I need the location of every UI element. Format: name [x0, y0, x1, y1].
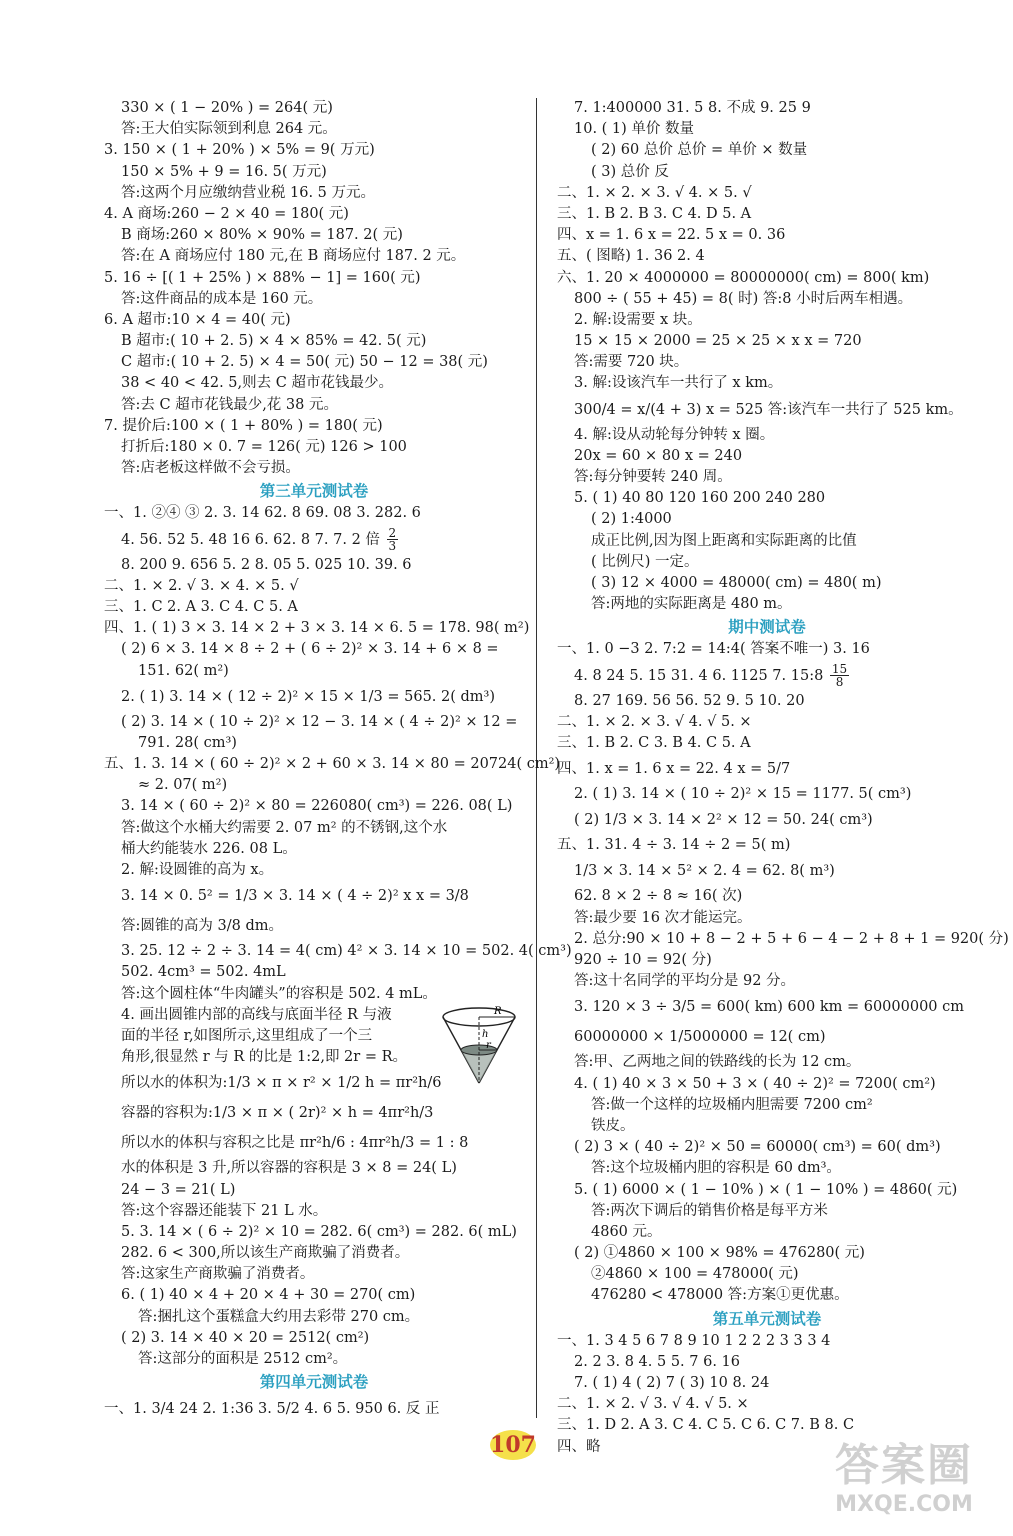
answer-line — [104, 1328, 524, 1349]
answer-line — [104, 183, 524, 204]
answer-line — [104, 352, 524, 373]
answer-line — [557, 1264, 977, 1285]
answer-line — [557, 1415, 977, 1436]
answer-text: 6. A 超市:10 × 4 = 40( 元) — [104, 311, 291, 328]
answer-line — [104, 1394, 524, 1424]
fraction — [387, 527, 399, 552]
answer-text: 桶大约能装水 226. 08 L。 — [121, 840, 297, 857]
answer-text: 所以水的体积为:1/3 × π × r² × 1/2 h = πr²h/6 — [121, 1075, 442, 1092]
answer-line — [104, 818, 524, 839]
answer-line — [557, 289, 977, 310]
answer-line — [557, 805, 977, 835]
answer-text: 答:这个圆柱体“牛肉罐头”的容积是 502. 4 mL。 — [121, 985, 437, 1002]
answer-line — [104, 576, 524, 597]
answer-text: 五、1. 31. 4 ÷ 3. 14 ÷ 2 = 5( m) — [557, 837, 791, 854]
answer-text: 3. 14 × 0. 5² = 1/3 × 3. 14 × ( 4 ÷ 2)² x x = 3/8 — [121, 888, 469, 905]
section-heading — [104, 1370, 524, 1394]
answer-text: 第五单元测试卷 — [712, 1309, 822, 1328]
answer-line — [557, 531, 977, 552]
answer-line — [557, 784, 977, 805]
answer-text: 2. ( 1) 3. 14 × ( 12 ÷ 2)² × 15 × 1/3 = 565. 2( dm³) — [121, 688, 496, 705]
answer-line — [557, 1373, 977, 1394]
answer-text: 15 × 15 × 2000 = 25 × 25 × x x = 720 — [574, 333, 862, 350]
answer-text: 1/3 × 3. 14 × 5² × 2. 4 = 62. 8( m³) — [574, 863, 835, 880]
answer-line — [557, 331, 977, 352]
answer-line — [557, 552, 977, 573]
answer-text: 答:捆扎这个蛋糕盒大约用去彩带 270 cm。 — [138, 1308, 420, 1325]
answer-line — [104, 1243, 524, 1264]
answer-text: ( 2) 3. 14 × 40 × 20 = 2512( cm²) — [121, 1329, 370, 1346]
answer-line — [557, 712, 977, 733]
answer-text: 答:做一个这样的垃圾桶内胆需要 7200 cm² — [591, 1096, 873, 1113]
answer-text: 4860 元。 — [591, 1223, 662, 1240]
answer-text: 答:甲、乙两地之间的铁路线的长为 12 cm。 — [574, 1054, 861, 1071]
answer-line — [104, 268, 524, 289]
answer-text: 一、1. ②④ ③ 2. 3. 14 62. 8 69. 08 3. 282. 6 — [104, 505, 421, 522]
answer-text: B 超市:( 10 + 2. 5) × 4 × 85% = 42. 5( 元) — [121, 333, 427, 350]
answer-line — [557, 639, 977, 660]
answer-text: C 超市:( 10 + 2. 5) × 4 = 50( 元) 50 − 12 = 38( 元) — [121, 354, 488, 371]
answer-text: ②4860 × 100 = 478000( 元) — [591, 1266, 799, 1283]
answer-text: 二、1. × 2. × 3. √ 4. √ 5. × — [557, 713, 752, 730]
answer-line — [104, 1098, 524, 1128]
answer-line — [557, 310, 977, 331]
answer-line — [557, 1116, 977, 1137]
answer-text: 一、1. 3 4 5 6 7 8 9 10 1 2 2 2 3 3 3 4 — [557, 1332, 831, 1349]
answer-text: 期中测试卷 — [728, 618, 806, 637]
answer-text: 3. 解:设该汽车一共行了 x km。 — [574, 375, 783, 392]
answer-line — [104, 140, 524, 161]
answer-text: 151. 62( m²) — [138, 662, 229, 679]
watermark-title: 答案圈 — [835, 1440, 973, 1491]
answer-text: 容器的容积为:1/3 × π × ( 2r)² × h = 4πr²h/3 — [121, 1105, 434, 1122]
label-R: R — [494, 1006, 502, 1017]
answer-line — [557, 1095, 977, 1116]
fraction-denominator: 3 — [388, 539, 397, 554]
answer-line — [557, 140, 977, 161]
answer-line — [104, 639, 524, 660]
answer-text: 3. 14 × ( 60 ÷ 2)² × 80 = 226080( cm³) = 226. 08( L) — [121, 798, 513, 815]
answer-line — [104, 661, 524, 682]
answer-text: 2. 2 3. 8 4. 5 5. 7 6. 16 — [574, 1353, 741, 1370]
answer-text: ( 比例尺) 一定。 — [591, 553, 699, 570]
answer-line — [557, 856, 977, 886]
answer-line — [557, 162, 977, 183]
answer-text: 答:这部分的面积是 2512 cm²。 — [138, 1351, 348, 1367]
answer-line — [557, 425, 977, 446]
answer-text: 8. 200 9. 656 5. 2 8. 05 5. 025 10. 39. 6 — [121, 556, 412, 573]
answer-text: 铁皮。 — [591, 1117, 635, 1134]
answer-line — [104, 503, 524, 524]
answer-line — [557, 446, 977, 467]
fraction-numerator: 15 — [831, 662, 848, 676]
answer-line — [557, 488, 977, 509]
answer-text: B 商场:260 × 80% × 90% = 187. 2( 元) — [121, 227, 403, 244]
answer-text: 4. 8 24 5. 15 31. 4 6. 1125 7. 15:8 — [574, 667, 824, 684]
answer-text: 60000000 × 1/5000000 = 12( cm) — [574, 1029, 826, 1046]
answer-text: 面的半径 r,如图所示,这里组成了一个三 — [121, 1027, 373, 1044]
answer-text: 330 × ( 1 − 20% ) = 264( 元) — [121, 100, 333, 116]
answer-line — [104, 911, 524, 941]
answer-line — [104, 597, 524, 618]
answer-line — [104, 289, 524, 310]
answer-line — [557, 908, 977, 929]
answer-line — [104, 555, 524, 576]
answer-line — [557, 661, 977, 691]
answer-text: 791. 28( cm³) — [138, 734, 237, 751]
answer-text: 4. 画出圆锥内部的高线与底面半径 R 与液 — [121, 1006, 392, 1023]
answer-line — [104, 1285, 524, 1306]
answer-line — [557, 1222, 977, 1243]
answer-line — [557, 1180, 977, 1201]
answer-text: 150 × 5% + 9 = 16. 5( 万元) — [121, 163, 327, 180]
watermark-logo — [809, 1440, 999, 1530]
answer-text: ( 2) 3 × ( 40 ÷ 2)² × 50 = 60000( cm³) = 60( dm³) — [574, 1139, 941, 1156]
answer-line — [557, 373, 977, 394]
answer-text: 三、1. D 2. A 3. C 4. C 5. C 6. C 7. B 8. C — [557, 1417, 855, 1434]
answer-text: 4. 56. 52 5. 48 16 6. 62. 8 7. 7. 2 倍 — [121, 531, 380, 548]
label-r: r — [486, 1040, 491, 1051]
answer-line — [104, 1222, 524, 1243]
section-heading — [557, 615, 977, 639]
answer-text: 所以水的体积与容积之比是 πr²h/6 : 4πr²h/3 = 1 : 8 — [121, 1135, 469, 1152]
answer-line — [557, 573, 977, 594]
answer-text: 24 − 3 = 21( L) — [121, 1181, 236, 1198]
answer-line — [104, 754, 561, 775]
answer-line — [557, 98, 977, 119]
answer-text: 4. ( 1) 40 × 3 × 50 + 3 × ( 40 ÷ 2)² = 7200( cm²) — [574, 1075, 936, 1092]
answer-line — [104, 416, 524, 437]
answer-line — [104, 525, 524, 555]
answer-text: ( 2) ①4860 × 100 × 98% = 476280( 元) — [574, 1245, 865, 1262]
answer-text: ( 3) 总价 反 — [591, 163, 669, 180]
answer-text: 答:在 A 商场应付 180 元,在 B 商场应付 187. 2 元。 — [121, 248, 466, 265]
answer-text: 角形,很显然 r 与 R 的比是 1:2,即 2r = R。 — [121, 1049, 407, 1066]
answer-text: 800 ÷ ( 55 + 45) = 8( 时) 答:8 小时后两车相遇。 — [574, 290, 913, 307]
answer-text: 答:王大伯实际领到利息 264 元。 — [121, 121, 337, 138]
answer-line — [557, 225, 977, 246]
answer-line — [557, 754, 977, 784]
answer-text: ( 2) 3. 14 × ( 10 ÷ 2)² × 12 − 3. 14 × ( 4 ÷ 2)² × 12 = — [121, 713, 518, 730]
answer-line — [104, 941, 572, 962]
answer-line — [104, 119, 524, 140]
answer-line — [104, 225, 524, 246]
answer-line — [104, 962, 524, 983]
answer-line — [104, 395, 524, 416]
answer-text: 10. ( 1) 单价 数量 — [574, 121, 695, 138]
answer-text: 502. 4cm³ = 502. 4mL — [121, 964, 286, 981]
answer-text: 水的体积是 3 升,所以容器的容积是 3 × 8 = 24( L) — [121, 1160, 457, 1177]
answer-text: 4. 解:设从动轮每分钟转 x 圈。 — [574, 426, 775, 443]
fraction — [830, 663, 849, 688]
answer-text: 2. 解:设需要 x 块。 — [574, 311, 702, 328]
left-column — [104, 98, 572, 1426]
answer-text: 答:最少要 16 次才能运完。 — [574, 909, 752, 926]
answer-text: ( 2) 1:4000 — [591, 511, 672, 528]
answer-text: 成正比例,因为图上距离和实际距离的比值 — [591, 532, 857, 549]
answer-text: 476280 < 478000 答:方案①更优惠。 — [591, 1287, 849, 1304]
answer-line — [104, 796, 524, 817]
answer-line — [104, 682, 524, 712]
answer-line — [104, 1349, 524, 1370]
answer-text: 第三单元测试卷 — [259, 482, 369, 501]
answer-text: 38 < 40 < 42. 5,则去 C 超市花钱最少。 — [121, 375, 393, 392]
answer-text: 2. ( 1) 3. 14 × ( 10 ÷ 2)² × 15 = 1177. 5( cm³) — [574, 786, 912, 803]
answer-line — [104, 1201, 524, 1222]
answer-text: 四、x = 1. 6 x = 22. 5 x = 0. 36 — [557, 227, 786, 244]
answer-text: 答:这个垃圾桶内胆的容积是 60 dm³。 — [591, 1160, 841, 1177]
answer-text: 62. 8 × 2 ÷ 8 ≈ 16( 次) — [574, 888, 743, 905]
answer-text: 三、1. B 2. C 3. B 4. C 5. A — [557, 734, 751, 751]
answer-text: 第四单元测试卷 — [259, 1373, 369, 1392]
right-column — [557, 98, 1009, 1455]
answer-text: ( 3) 12 × 4000 = 48000( cm) = 480( m) — [591, 574, 882, 591]
page-number: 107 — [488, 1428, 538, 1462]
answer-line — [557, 733, 977, 754]
answer-text: 四、1. x = 1. 6 x = 22. 4 x = 5/7 — [557, 761, 791, 778]
answer-line — [104, 775, 524, 796]
answer-line — [104, 1158, 524, 1179]
answer-text: 四、1. ( 1) 3 × 3. 14 × 2 + 3 × 3. 14 × 6. 5 = 178. 98( m²) — [104, 620, 530, 637]
answer-line — [104, 437, 524, 458]
answer-line — [557, 1394, 977, 1415]
answer-text: 7. ( 1) 4 ( 2) 7 ( 3) 10 8. 24 — [574, 1375, 770, 1391]
answer-text: 920 ÷ 10 = 92( 分) — [574, 952, 712, 968]
label-h: h — [482, 1029, 489, 1040]
answer-line — [104, 712, 524, 733]
answer-line — [104, 98, 524, 119]
answer-text: 答:需要 720 块。 — [574, 354, 689, 371]
answer-line — [104, 1128, 524, 1158]
answer-text: 5. 16 ÷ [( 1 + 25% ) × 88% − 1] = 160( 元) — [104, 269, 421, 286]
answer-line — [557, 509, 977, 530]
answer-line — [557, 1201, 977, 1222]
answer-line — [104, 1307, 524, 1328]
watermark-url: MXQE.COM — [835, 1492, 973, 1517]
answer-text: 2. 总分:90 × 10 + 8 − 2 + 5 + 6 − 4 − 2 + 8 + 1 = 920( 分) — [574, 930, 1009, 947]
answer-line — [104, 881, 524, 911]
answer-line — [557, 119, 977, 140]
answer-line — [104, 1180, 524, 1201]
answer-text: 五、( 图略) 1. 36 2. 4 — [557, 248, 705, 265]
answer-text: 二、1. × 2. × 3. √ 4. × 5. √ — [557, 184, 752, 201]
answer-text: 答:这两个月应缴纳营业税 16. 5 万元。 — [121, 184, 375, 201]
answer-text: 5. ( 1) 6000 × ( 1 − 10% ) × ( 1 − 10% ) = 4860( 元) — [574, 1181, 958, 1198]
answer-text: 20x = 60 × 80 x = 240 — [574, 447, 743, 464]
answer-text: 3. 150 × ( 1 + 20% ) × 5% = 9( 万元) — [104, 142, 375, 159]
answer-line — [557, 992, 977, 1022]
answer-line — [557, 1137, 977, 1158]
answer-text: ≈ 2. 07( m²) — [138, 777, 228, 794]
answer-text: 答:店老板这样做不会亏损。 — [121, 460, 300, 477]
answer-text: 三、1. C 2. A 3. C 4. C 5. A — [104, 598, 298, 615]
answer-line — [104, 860, 524, 881]
answer-line — [557, 204, 977, 225]
answer-line — [557, 929, 1009, 950]
answer-line — [104, 246, 524, 267]
answer-line — [557, 395, 977, 425]
answer-text: 4. A 商场:260 − 2 × 40 = 180( 元) — [104, 205, 349, 222]
answer-line — [557, 1074, 977, 1095]
answer-line — [557, 691, 977, 712]
answer-line — [557, 1022, 977, 1052]
answer-text: 六、1. 20 × 4000000 = 80000000( cm) = 800( km) — [557, 269, 930, 286]
answer-text: 三、1. B 2. B 3. C 4. D 5. A — [557, 205, 752, 222]
answer-text: 答:这件商品的成本是 160 元。 — [121, 290, 323, 307]
answer-text: 一、1. 0 −3 2. 7:2 = 14:4( 答案不唯一) 3. 16 — [557, 641, 870, 658]
fraction-numerator: 2 — [388, 526, 397, 541]
cone-diagram — [440, 1005, 518, 1087]
answer-text: ( 2) 1/3 × 3. 14 × 2² × 12 = 50. 24( cm³) — [574, 812, 873, 829]
answer-text: 二、1. × 2. √ 3. × 4. × 5. √ — [104, 577, 299, 594]
answer-line — [557, 1052, 977, 1073]
answer-line — [104, 984, 524, 1005]
answer-text: 答:去 C 超市花钱最少,花 38 元。 — [121, 396, 338, 413]
answer-text: 300/4 = x/(4 + 3) x = 525 答:该汽车一共行了 525 km。 — [574, 401, 963, 418]
answer-text: ( 2) 60 总价 总价 = 单价 × 数量 — [591, 142, 808, 159]
answer-line — [557, 835, 977, 856]
answer-text: 3. 25. 12 ÷ 2 ÷ 3. 14 = 4( cm) 4² × 3. 14 × 10 = 502. 4( cm³) — [121, 943, 572, 960]
answer-line — [104, 331, 524, 352]
answer-text: 五、1. 3. 14 × ( 60 ÷ 2)² × 2 + 60 × 3. 14 × 80 = 20724( cm²) — [104, 756, 561, 773]
answer-line — [104, 733, 524, 754]
answer-text: 一、1. 3/4 24 2. 1:36 3. 5/2 4. 6 5. 950 6. 反 正 — [104, 1401, 440, 1418]
section-heading — [104, 479, 524, 503]
answer-line — [557, 268, 977, 289]
answer-line — [557, 950, 977, 971]
answer-line — [557, 971, 977, 992]
answer-text: 答:这家生产商欺骗了消费者。 — [121, 1266, 315, 1283]
answer-text: 答:做这个水桶大约需要 2. 07 m² 的不锈钢,这个水 — [121, 819, 448, 836]
answer-line — [104, 204, 524, 225]
answer-text: 二、1. × 2. √ 3. √ 4. √ 5. × — [557, 1396, 749, 1413]
answer-line — [557, 246, 977, 267]
answer-text: ( 2) 6 × 3. 14 × 8 ÷ 2 + ( 6 ÷ 2)² × 3. 14 + 6 × 8 = — [121, 641, 499, 658]
section-heading — [557, 1307, 977, 1331]
answer-line — [557, 183, 977, 204]
answer-line — [104, 458, 524, 479]
answer-text: 四、略 — [557, 1438, 601, 1455]
answer-line — [557, 1285, 977, 1306]
answer-text: 282. 6 < 300,所以该生产商欺骗了消费者。 — [121, 1245, 410, 1262]
answer-line — [557, 1352, 977, 1373]
answer-text: 答:圆锥的高为 3/8 dm。 — [121, 918, 283, 935]
answer-text: 答:这个容器还能装下 21 L 水。 — [121, 1202, 328, 1219]
answer-text: 答:这十名同学的平均分是 92 分。 — [574, 973, 796, 990]
answer-line — [104, 618, 530, 639]
answer-text: 答:两地的实际距离是 480 m。 — [591, 596, 792, 613]
answer-line — [104, 839, 524, 860]
answer-line — [557, 1243, 977, 1264]
fraction-denominator: 8 — [835, 675, 844, 689]
answer-text: 8. 27 169. 56 56. 52 9. 5 10. 20 — [574, 692, 805, 709]
answer-line — [557, 1331, 977, 1352]
answer-text: 5. 3. 14 × ( 6 ÷ 2)² × 10 = 282. 6( cm³) = 282. 6( mL) — [121, 1223, 517, 1240]
answer-line — [104, 162, 524, 183]
answer-text: 5. ( 1) 40 80 120 160 200 240 280 — [574, 490, 826, 507]
answer-text: 答:每分钟要转 240 周。 — [574, 469, 732, 485]
answer-line — [557, 352, 977, 373]
answer-line — [557, 886, 977, 907]
answer-line — [104, 310, 524, 331]
answer-text: 6. ( 1) 40 × 4 + 20 × 4 + 30 = 270( cm) — [121, 1287, 416, 1304]
answer-line — [557, 467, 977, 488]
answer-text: 打折后:180 × 0. 7 = 126( 元) 126 > 100 — [121, 439, 407, 455]
answer-text: 2. 解:设圆锥的高为 x。 — [121, 862, 274, 878]
answer-line — [104, 1264, 524, 1285]
answer-line — [557, 1158, 977, 1179]
answer-text: 答:两次下调后的销售价格是每平方米 — [591, 1202, 828, 1219]
answer-text: 7. 1:400000 31. 5 8. 不成 9. 25 9 — [574, 100, 811, 116]
answer-line — [557, 594, 977, 615]
answer-line — [104, 373, 524, 394]
answer-text: 7. 提价后:100 × ( 1 + 80% ) = 180( 元) — [104, 417, 383, 434]
answer-text: 3. 120 × 3 ÷ 3/5 = 600( km) 600 km = 60000000 cm — [574, 999, 964, 1016]
